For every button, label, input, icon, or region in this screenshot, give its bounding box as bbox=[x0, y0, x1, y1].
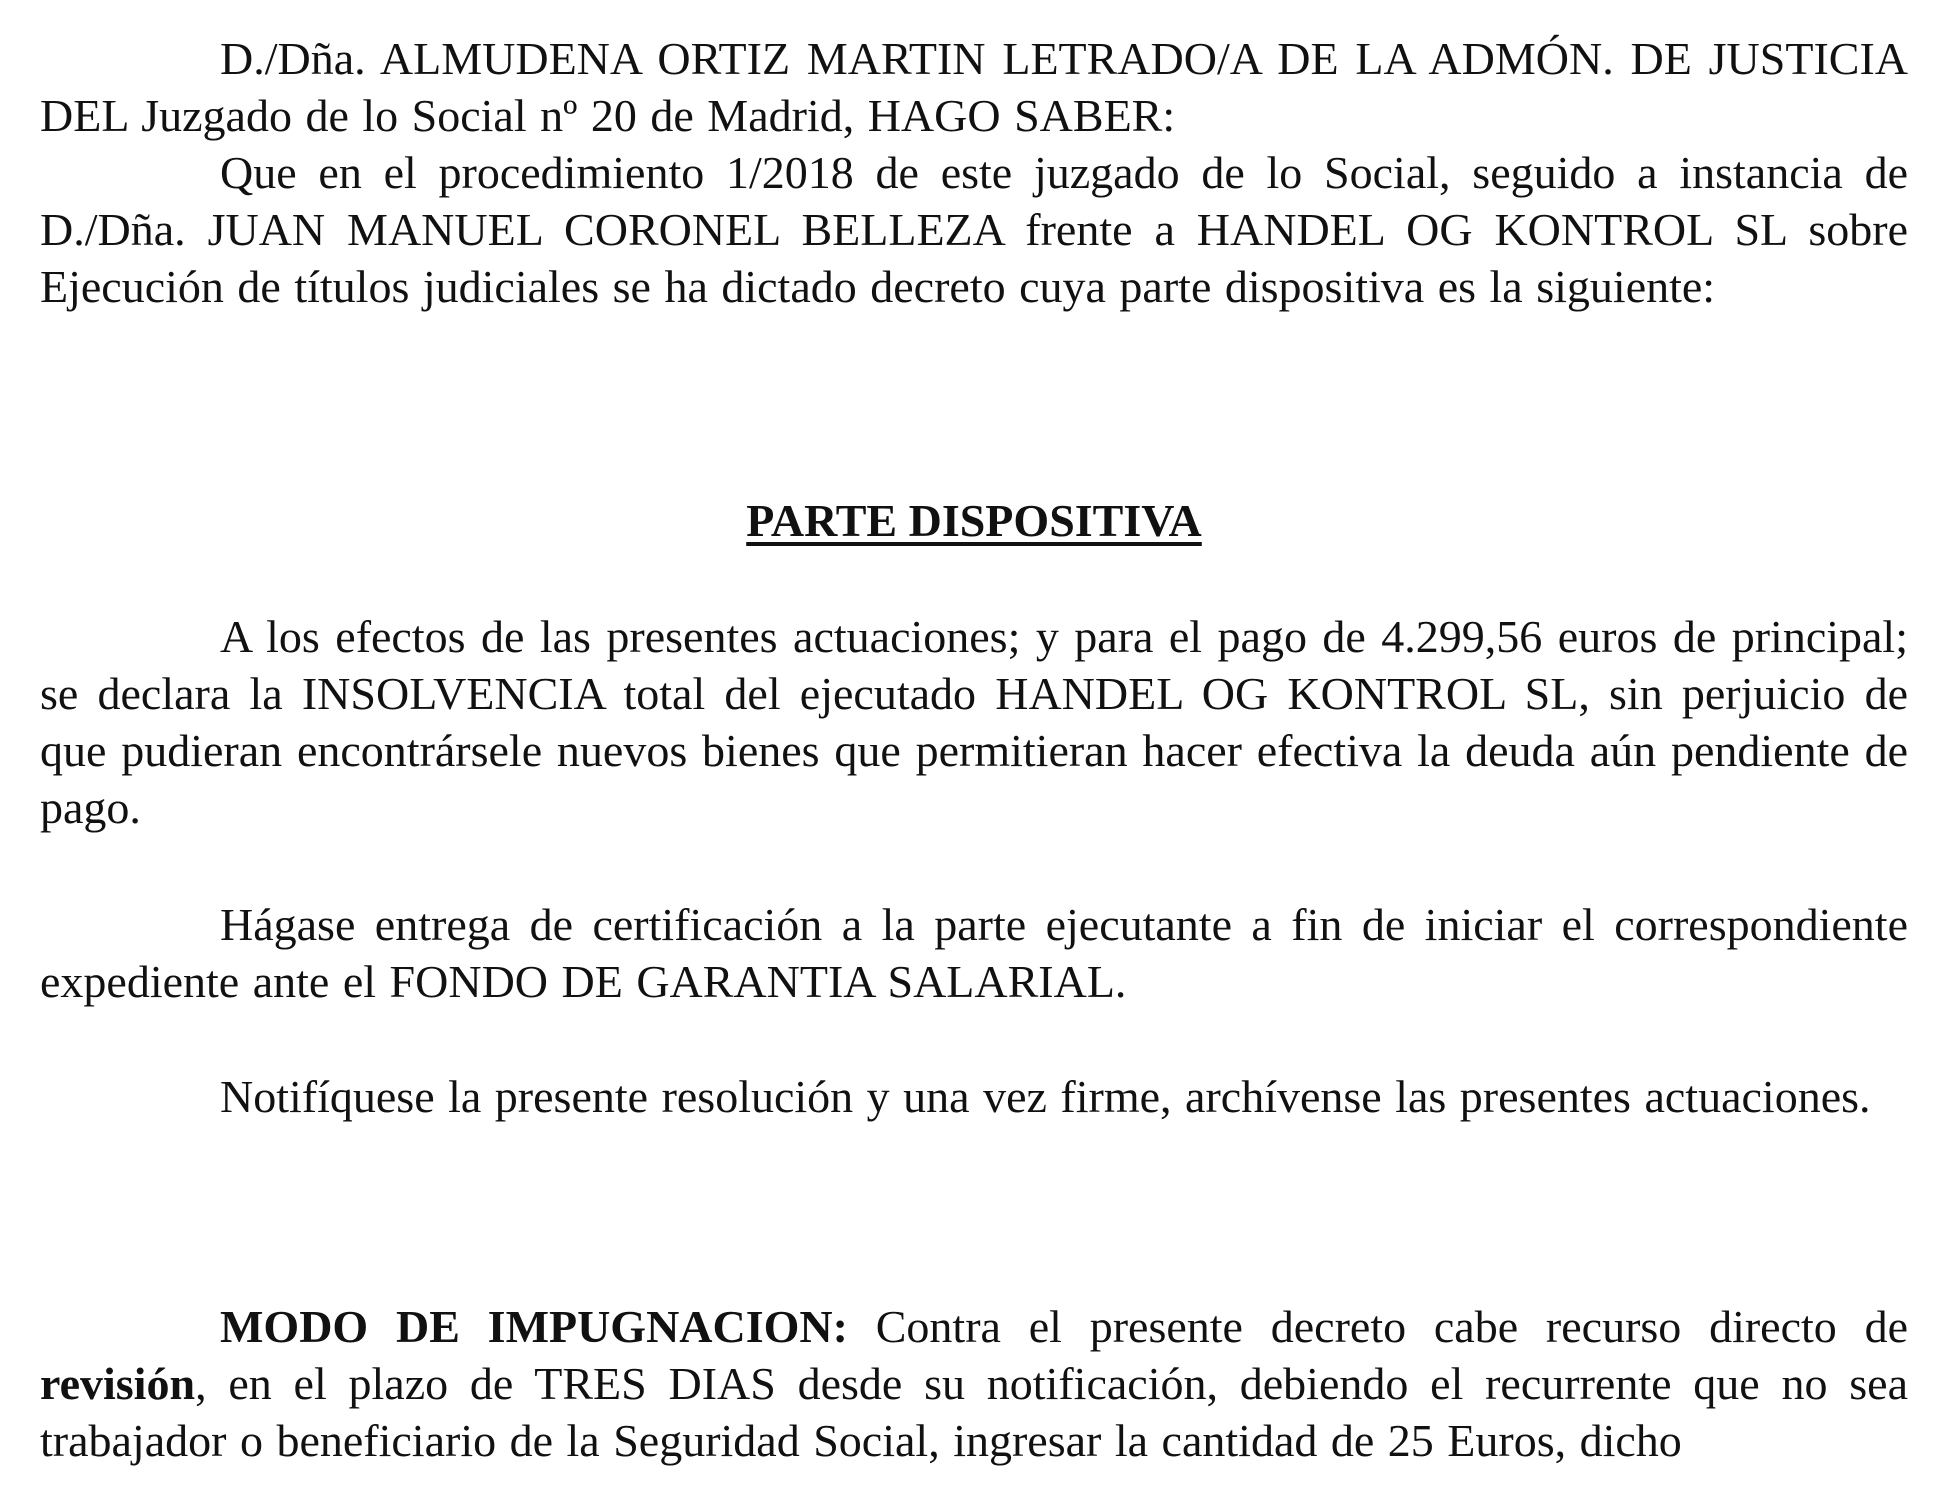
section-title: PARTE DISPOSITIVA bbox=[746, 495, 1202, 546]
insolvency-paragraph: A los efectos de las presentes actuaciones; y para el pago de 4.299,56 euros de principal; se declara la INSOLVENCIA total del ejecutado HANDEL OG KONTROL SL, sin perjuicio de que pudieran encontrársele nuevos bienes que permitieran hacer efectiva la deuda aún pendiente de pago. bbox=[40, 611, 1908, 833]
procedure-paragraph: Que en el procedimiento 1/2018 de este juzgado de lo Social, seguido a instancia de D./Dña. JUAN MANUEL CORONEL BELLEZA frente a HANDEL OG KONTROL SL sobre Ejecución de títulos judiciales se ha dictado decreto cuya parte dispositiva es la siguiente: bbox=[40, 147, 1908, 312]
impugnacion-text-2: , en el plazo de TRES DIAS desde su notificación, debiendo el recurrente que no sea trabajador o beneficiario de la Seguridad Social, ingresar la cantidad de 25 Euros, dicho bbox=[40, 1358, 1908, 1466]
impugnacion-paragraph bbox=[40, 1298, 1908, 1469]
impugnacion-bold-term: revisión bbox=[40, 1358, 196, 1409]
certification-paragraph: Hágase entrega de certificación a la parte ejecutante a fin de iniciar el correspondiente expediente ante el FONDO DE GARANTIA SALARIAL. bbox=[40, 899, 1908, 1007]
intro-paragraph: D./Dña. ALMUDENA ORTIZ MARTIN LETRADO/A DE LA ADMÓN. DE JUSTICIA DEL Juzgado de lo Social nº 20 de Madrid, HAGO SABER: bbox=[40, 33, 1908, 141]
notification-paragraph: Notifíquese la presente resolución y una vez firme, archívense las presentes actuaciones. bbox=[220, 1071, 1871, 1122]
impugnacion-text-1: Contra el presente decreto cabe recurso directo de bbox=[847, 1301, 1908, 1352]
impugnacion-label: MODO DE IMPUGNACION: bbox=[220, 1301, 848, 1352]
